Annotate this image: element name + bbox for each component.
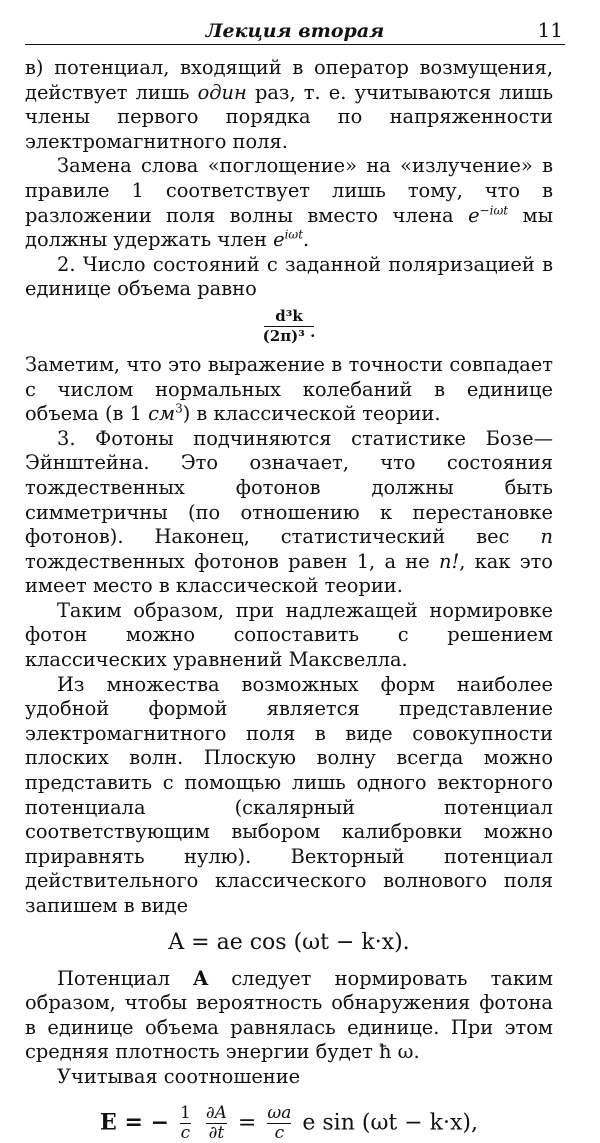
vector-potential-equation: A = ae cos (ωt − k·x).: [168, 929, 410, 955]
p2-exponent-2: [273, 228, 303, 251]
p9-text: Учитывая соотношение: [57, 1064, 301, 1088]
p8-A-symbol: A: [193, 966, 209, 990]
eq-E-f1-den: c: [180, 1122, 191, 1143]
p2-exp2-base: e: [273, 228, 285, 252]
density-end-dot: ·: [310, 326, 316, 345]
p5-n: n: [540, 525, 554, 549]
density-denominator: [263, 328, 316, 345]
paragraph-8: [25, 967, 553, 1065]
paragraph-1: [25, 56, 553, 154]
electric-field-equation: [25, 1104, 553, 1143]
running-title: Лекция вторая: [205, 20, 385, 42]
p1-emphasis: один: [197, 80, 247, 104]
p4-text-a: Заметим, что это выражение в точности совпадает с числом нормальных колебаний в единице объема (в 1: [25, 352, 553, 426]
p5-text-c: , как это имеет место в классической теории.: [25, 549, 553, 598]
eq-E-f2-num: ∂A: [205, 1102, 227, 1123]
paragraph-9: [25, 1065, 553, 1090]
paragraph-6: [25, 599, 553, 673]
p1-text-a: в) потенциал, входящий в оператор возмущения, действует лишь: [25, 56, 553, 104]
p1-text-b: раз, т. е. учитываются лишь члены первого порядка по напряженности электромагнитного поля.: [25, 80, 554, 153]
eq-E-f3-num: ωa: [267, 1102, 292, 1123]
eq-E-equals: =: [237, 1110, 257, 1136]
p8-text-a: Потенциал: [57, 966, 170, 990]
p7-text: Из множества возможных форм наиболее удобной формой является представление электромагнитного поля в виде совокупности плоских волн. Плоскую волну всегда можно представить с помощью лишь одного векторного потенциала (скалярный потенциал соответствующим выбором калибровки можно приравнять нулю). Векторный потенциал действительного классического волнового поля запишем в виде: [25, 672, 553, 917]
paragraph-7: [25, 673, 553, 919]
p2-exp1-base: e: [468, 203, 480, 227]
p5-text-a: 3. Фотоны подчиняются статистике Бозе—Эйнштейна. Это означает, что состояния тождественных фотонов должны быть симметричны (по отношению к перестановке фотонов). Наконец, статистический вес: [25, 426, 553, 549]
p4-unit-sup: 3: [175, 401, 183, 416]
eq-E-f3-den: c: [274, 1122, 285, 1143]
p2-text-c: .: [303, 228, 310, 252]
density-den-text: (2π)³: [262, 326, 305, 345]
p2-exp1-sup: −iωt: [479, 203, 509, 218]
density-numerator: d³k: [275, 306, 303, 325]
body-text: [25, 56, 553, 1143]
eq-E-right: e sin (ωt − k·x),: [302, 1110, 478, 1136]
p4-text-b: ) в классической теории.: [182, 402, 441, 426]
p8-text-b: следует нормировать таким образом, чтобы вероятность обнаружения фотона в единице объема равнялась единице. При этом средняя плотность энергии будет ħ ω.: [25, 966, 553, 1064]
paragraph-3: [25, 253, 553, 302]
page-header: [25, 16, 565, 45]
paragraph-4: [25, 353, 553, 427]
page-number: 11: [537, 18, 563, 42]
p2-text-b: мы должны удержать член: [25, 203, 553, 252]
p4-unit: см: [148, 402, 176, 426]
p2-exp2-sup: iωt: [284, 227, 304, 242]
p5-n-factorial: n!: [438, 549, 460, 573]
eq-E-f2-den: ∂t: [208, 1122, 225, 1143]
p5-text-b: тождественных фотонов равен 1, а не: [25, 549, 430, 573]
p2-exponent-1: [468, 204, 508, 227]
density-formula: [25, 308, 553, 345]
eq-E-fraction-2: [206, 1104, 227, 1143]
eq-E-left: E = −: [100, 1109, 170, 1136]
p3-text: 2. Число состояний с заданной поляризацией в единице объема равно: [25, 252, 553, 301]
eq-E-fraction-3: [267, 1104, 291, 1143]
eq-E-f1-num: 1: [180, 1102, 191, 1123]
paragraph-2: [25, 154, 553, 252]
p2-text-a: Замена слова «поглощение» на «излучение» в правиле 1 соответствует лишь тому, что в разложении поля волны вместо члена: [25, 154, 553, 227]
eq-E-fraction-1: [180, 1104, 191, 1143]
p6-text: Таким образом, при надлежащей нормировке фотон можно сопоставить с решением классических уравнений Максвелла.: [25, 598, 553, 672]
paragraph-5: [25, 427, 553, 599]
